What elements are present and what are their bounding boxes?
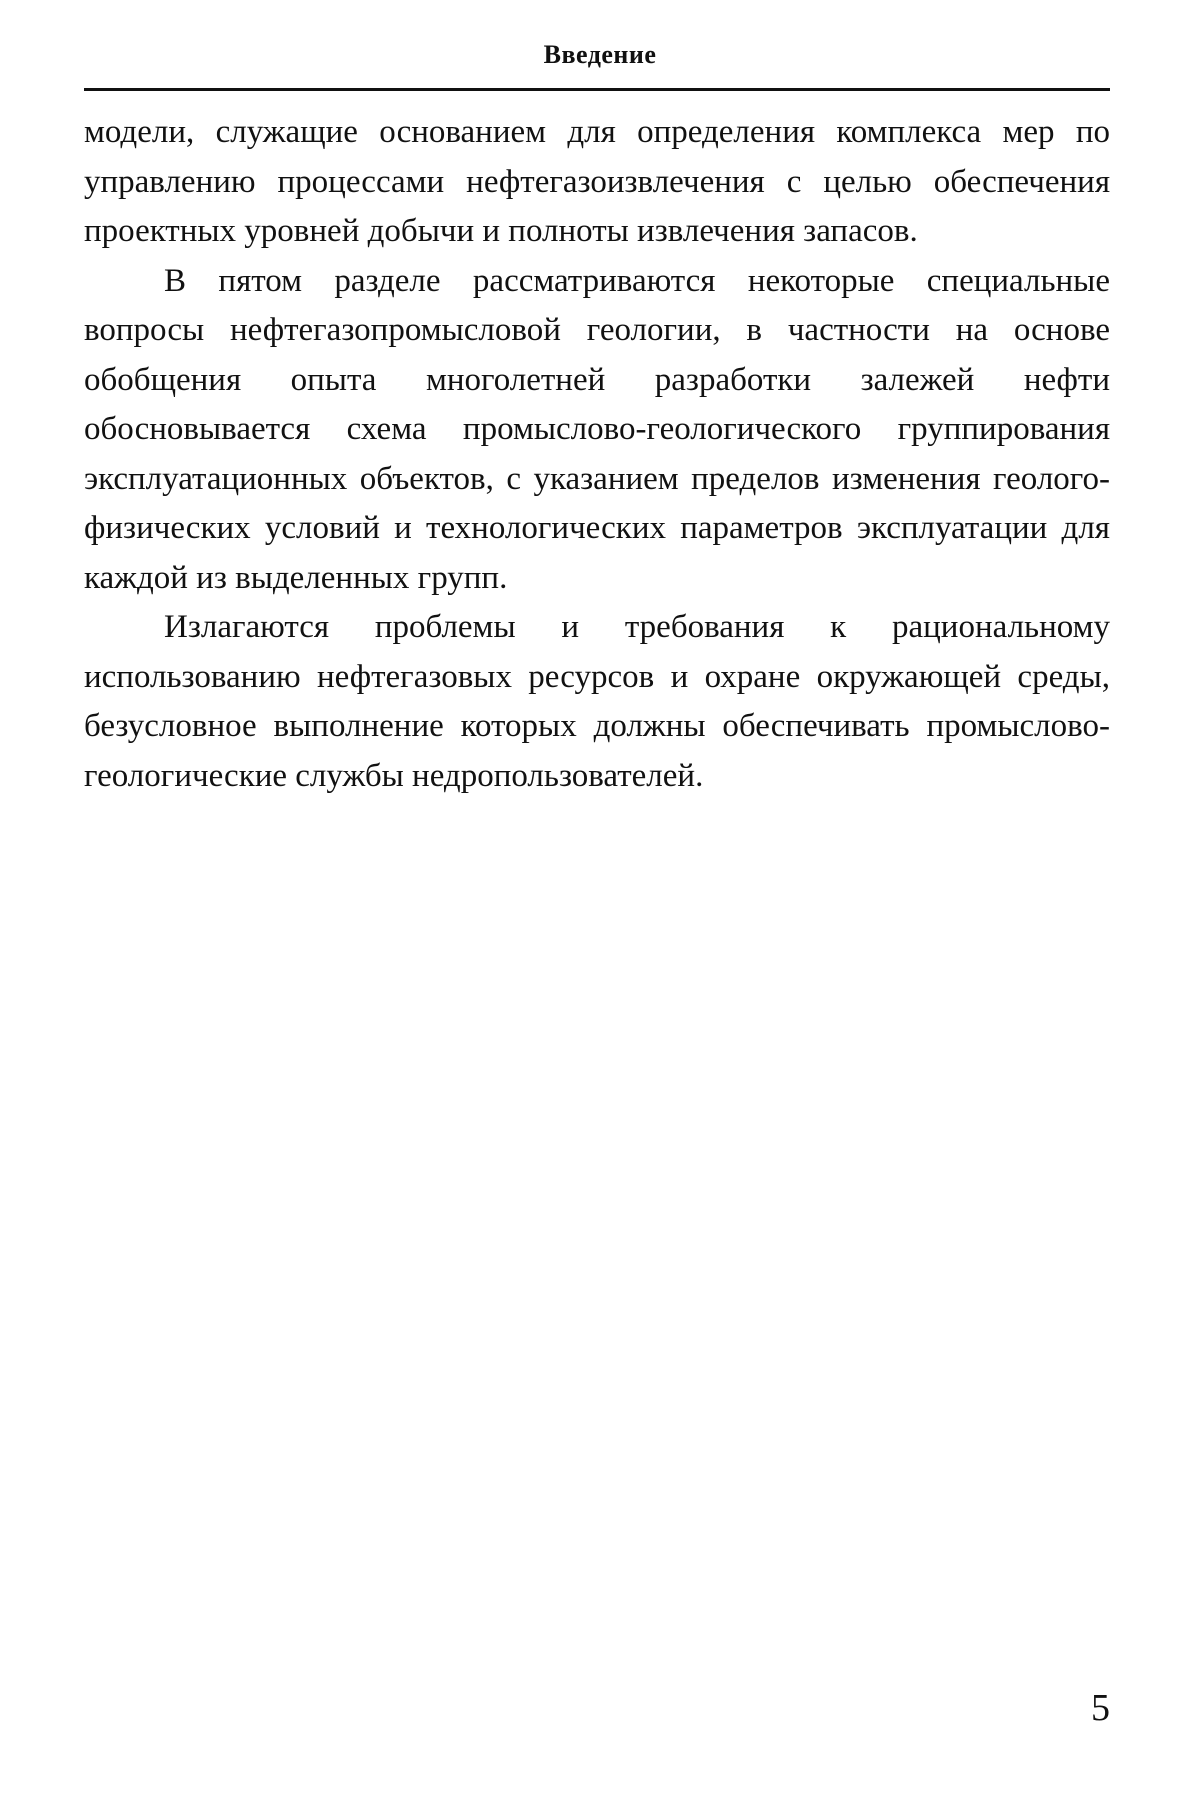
paragraph-continuation: модели, служащие основанием для определения комплекса мер по управлению процессами нефтегазоизвлечения с целью обеспечения проектных уровней добычи и полноты извлечения запасов.: [84, 114, 1110, 249]
page-body: [84, 108, 1110, 801]
running-head-title: Введение: [543, 40, 657, 69]
page-number: 5: [1091, 1687, 1110, 1729]
header-rule: [84, 88, 1110, 91]
paragraph-section-five: В пятом разделе рассматриваются некоторые специальные вопросы нефтегазопромысловой геологии, в частности на основе обобщения опыта многолетней разработки залежей нефти обосновывается схема промыслово-геологического группирования эксплуатационных объектов, с указанием пределов изменения геолого-физических условий и технологических параметров эксплуатации для каждой из выделенных групп.: [84, 262, 1110, 596]
paragraph-resources: Излагаются проблемы и требования к рациональному использованию нефтегазовых ресурсов и охране окружающей среды, безусловное выполнение которых должны обеспечивать промыслово-геологические службы недропользователей.: [84, 609, 1110, 794]
